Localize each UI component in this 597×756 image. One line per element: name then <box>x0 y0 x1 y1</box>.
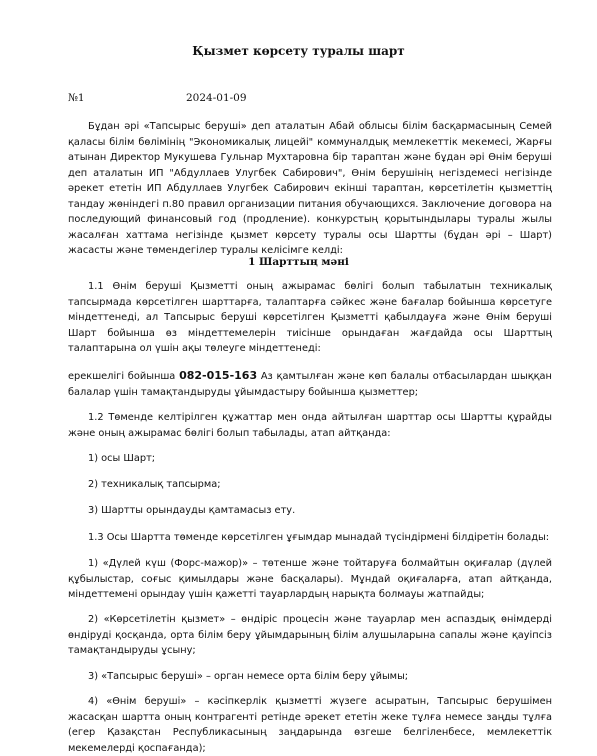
contract-number: №1 <box>68 92 85 104</box>
definition-text: 1) «Дүлей күш (Форс-мажор)» – төтенше және тойтаруға болмайтын оқиғалар (дүлей құбылыстар, соғыс қимылдары және басқалары). Мұндай оқиғаларға, атап айтқанда, міндеттемені орындау үшін қажетті тауарлардың нарықта болмауы жатпайды; <box>68 558 552 600</box>
code-paragraph <box>68 368 552 400</box>
intro-text: Бұдан әрі «Тапсырыс беруші» деп аталатын Абай облысы білім басқармасының Семей қаласы білім бөлімінің "Экономикалық лицейі" коммуналдық мемлекеттік мекемесі, Жарғы атынан Директор Мукушева Гульнар Мухтаровна бір тараптан және бұдан әрі Өнім беруші деп аталатын ИП "Абдуллаев Улугбек Сабирович", Өнім берушінің негіздемесі негізінде әрекет ететін ИП Абдуллаев Улугбек Сабирович екінші тараптан, көрсетілетін қызметтің тандау жөніндегі п.80 правил организации питания обучающихся. Заключение договора на последующий финансовый год (продление). конкурстың қорытындылары туралы жылы жасалған хаттама негізінде қызмет көрсету туралы осы Шартты (бұдан әрі – Шарт) жасасты және төмендегілер туралы келісімге келді: <box>68 121 552 256</box>
code-suffix: Аз қамтылған және көп балалы отбасылардан шыққан балалар үшін тамақтандыруды ұйымдастыру бойынша қызметтер; <box>68 371 552 398</box>
list-item <box>68 503 552 519</box>
paragraph-1-3 <box>68 530 552 546</box>
paragraph-1-1 <box>68 279 552 357</box>
definition-2 <box>68 612 552 659</box>
document-title: Қызмет көрсету туралы шарт <box>192 44 405 58</box>
definition-text: 4) «Өнім беруші» – кәсіпкерлік қызметті жүзеге асыратын, Тапсырыс берушімен жасасқан шартта оның контрагенті ретінде әрекет ететін жеке тұлға немесе заңды тұлға (егер Қазақстан Республикасының заңдарында өзгеше белгіленбесе, мемлекеттік мекемелерді қоспағанда); <box>68 696 552 754</box>
definition-text: 2) «Көрсетілетін қызмет» – өндіріс процесін және тауарлар мен аспаздық өнімдерді өндіруді қосқанда, орта білім беру ұйымдарының білім алушыларына сапалы және қауіпсіз тамақтандыруды ұсыну; <box>68 614 552 656</box>
intro-paragraph <box>68 119 552 259</box>
definition-1 <box>68 556 552 603</box>
definition-text: 3) «Тапсырыс беруші» – орган немесе орта білім беру ұйымы; <box>88 671 409 682</box>
definition-4 <box>68 694 552 756</box>
list-item-text: 2) техникалық тапсырма; <box>88 479 221 490</box>
service-code: 082-015-163 <box>179 369 258 382</box>
paragraph-1-3-text: 1.3 Осы Шартта төменде көрсетілген ұғымдар мынадай түсіндірмені білдіретін болады: <box>88 532 550 543</box>
paragraph-1-1-text: 1.1 Өнім беруші Қызметті оның ажырамас бөлігі болып табылатын техникалық тапсырмада көрсетілген шарттарға, талаптарға сәйкес және бағалар бойынша көрсетуге міндеттенеді, ал Тапсырыс беруші көрсетілген Қызметті қабылдауға және Өнім беруші Шарт бойынша өз міндеттемелерін тиісінше орындаған жағдайда осы Шарттың талаптарына ол үшін ақы төлеуге міндеттенеді: <box>68 281 552 354</box>
paragraph-1-2-text: 1.2 Төменде келтірілген құжаттар мен онда айтылған шарттар осы Шартты құрайды және оның ажырамас бөлігі болып табылады, атап айтқанда: <box>68 412 552 439</box>
list-item-text: 3) Шартты орындауды қамтамасыз ету. <box>88 505 296 516</box>
contract-date: 2024-01-09 <box>186 92 247 104</box>
definition-3 <box>68 669 552 685</box>
code-prefix: ерекшелігі бойынша <box>68 371 176 382</box>
section-1-title: 1 Шарттың мәні <box>248 256 349 268</box>
paragraph-1-2 <box>68 410 552 441</box>
list-item <box>68 477 552 493</box>
list-item <box>68 451 552 467</box>
list-item-text: 1) осы Шарт; <box>88 453 156 464</box>
